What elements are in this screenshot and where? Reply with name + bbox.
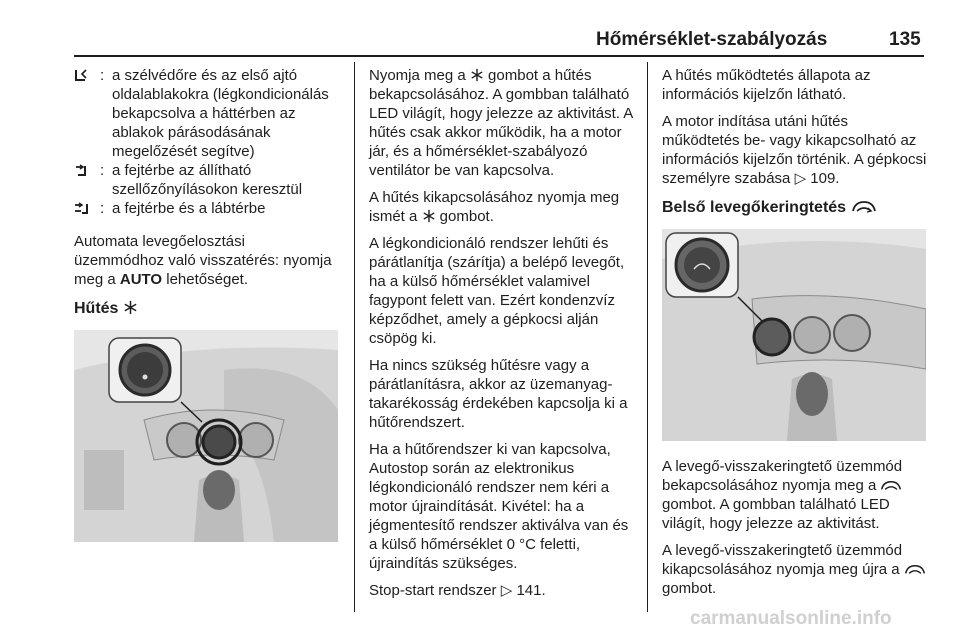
recirculation-icon (880, 477, 902, 494)
paragraph: Nyomja meg a gombot a hűtés bekapcsolásához. A gombban található LED világít, hogy jelezze az aktivitást. A hűtés csak akkor működik, ha a motor jár, és a hőmérséklet-szabályozó ventilátor be van kapcsolva. (369, 67, 633, 179)
page-number: 135 (889, 29, 921, 50)
airflow-head-feet-icon (74, 199, 100, 218)
paragraph: Ha nincs szükség hűtésre vagy a párátlanításra, akkor az üzemanyag-takarékosság érdekében kapcsolja ki a hűtőrendszert. (369, 357, 628, 431)
paragraph: A levegő-visszakeringtető üzemmód bekapcsolásához nyomja meg a gombot. A gombban található LED világít, hogy jelezze az aktivitást. (662, 458, 903, 532)
paragraph: A motor indítása utáni hűtés működtetés be- vagy kikapcsolható az információs kijelzőn történik. A gépkocsi személyre szabása ▷ 109. (662, 113, 927, 187)
page-title: Hőmérséklet-szabályozás (596, 29, 828, 50)
airflow-head-icon (74, 161, 100, 199)
paragraph: A légkondicionáló rendszer lehűti és párátlanítja (szárítja) a belépő levegőt, ha a külső hőmérséklet valamivel fagypont felett van. Ezért kondenzvíz képződhet, amely a gépkocsi alján csöpög ki. (369, 235, 625, 347)
list-item-text: a fejtérbe és a lábtérbe (112, 200, 266, 217)
list-item: : a szélvédőre és az első ajtó oldalablakokra (légkondicionálás bekapcsolva a háttérben az ablakok párásodásának megelőzését segítve) (74, 66, 336, 161)
paragraph: A levegő-visszakeringtető üzemmód kikapcsolásához nyomja meg újra a gombot. (662, 541, 928, 598)
list-item-text: a fejtérbe az állítható szellőzőnyílásokon keresztül (112, 162, 303, 198)
list-item: : a fejtérbe az állítható szellőzőnyílásokon keresztül (74, 161, 336, 199)
airflow-windscreen-doors-icon (74, 66, 100, 161)
section-heading-recirculation: Belső levegőkeringtetés (662, 198, 928, 217)
auto-label: AUTO (119, 271, 163, 288)
page-reference-arrow-icon: ▷ (500, 582, 513, 599)
header-rule (74, 55, 924, 57)
column-divider (647, 62, 648, 612)
snowflake-icon (422, 208, 436, 225)
paragraph: Ha a hűtőrendszer ki van kapcsolva, Autostop során az elektronikus légkondicionáló rendszer nem kéri a motor újraindítását. Kivétel: ha a jégmentesítő rendszer aktiválva van és a külső hőmérséklet 0 °C feletti, újraindítás szükséges. (369, 441, 629, 572)
recirculation-icon (904, 561, 926, 578)
recirculation-icon (851, 199, 877, 216)
column-divider (354, 62, 355, 612)
list-item-text: a szélvédőre és az első ajtó oldalablakokra (légkondicionálás bekapcsolva a háttérben az ablakok párásodásának megelőzését segítve) (112, 67, 329, 160)
page-reference-arrow-icon: ▷ (794, 170, 807, 187)
snowflake-icon (123, 300, 138, 317)
paragraph: A hűtés működtetés állapota az információs kijelzőn látható. (662, 67, 871, 103)
watermark: carmanualsonline.info (690, 608, 892, 629)
auto-paragraph: Automata levegőelosztási üzemmódhoz való visszatérés: nyomja meg a AUTO lehetőséget. (74, 233, 332, 288)
column-2 (369, 66, 637, 608)
column-1 (74, 66, 336, 542)
section-heading-cooling: Hűtés (74, 299, 336, 318)
list-item: : a fejtérbe és a lábtérbe (74, 199, 336, 218)
paragraph: A hűtés kikapcsolásához nyomja meg ismét a gombot. (369, 189, 620, 225)
cooling-button-illustration (74, 330, 338, 542)
snowflake-icon (470, 67, 484, 84)
page-reference-link[interactable]: 109. (810, 170, 840, 187)
recirculation-button-illustration (662, 229, 926, 441)
page-reference-link[interactable]: 141. (516, 582, 546, 599)
column-3 (662, 66, 928, 606)
paragraph: Stop-start rendszer ▷ 141. (369, 582, 546, 599)
